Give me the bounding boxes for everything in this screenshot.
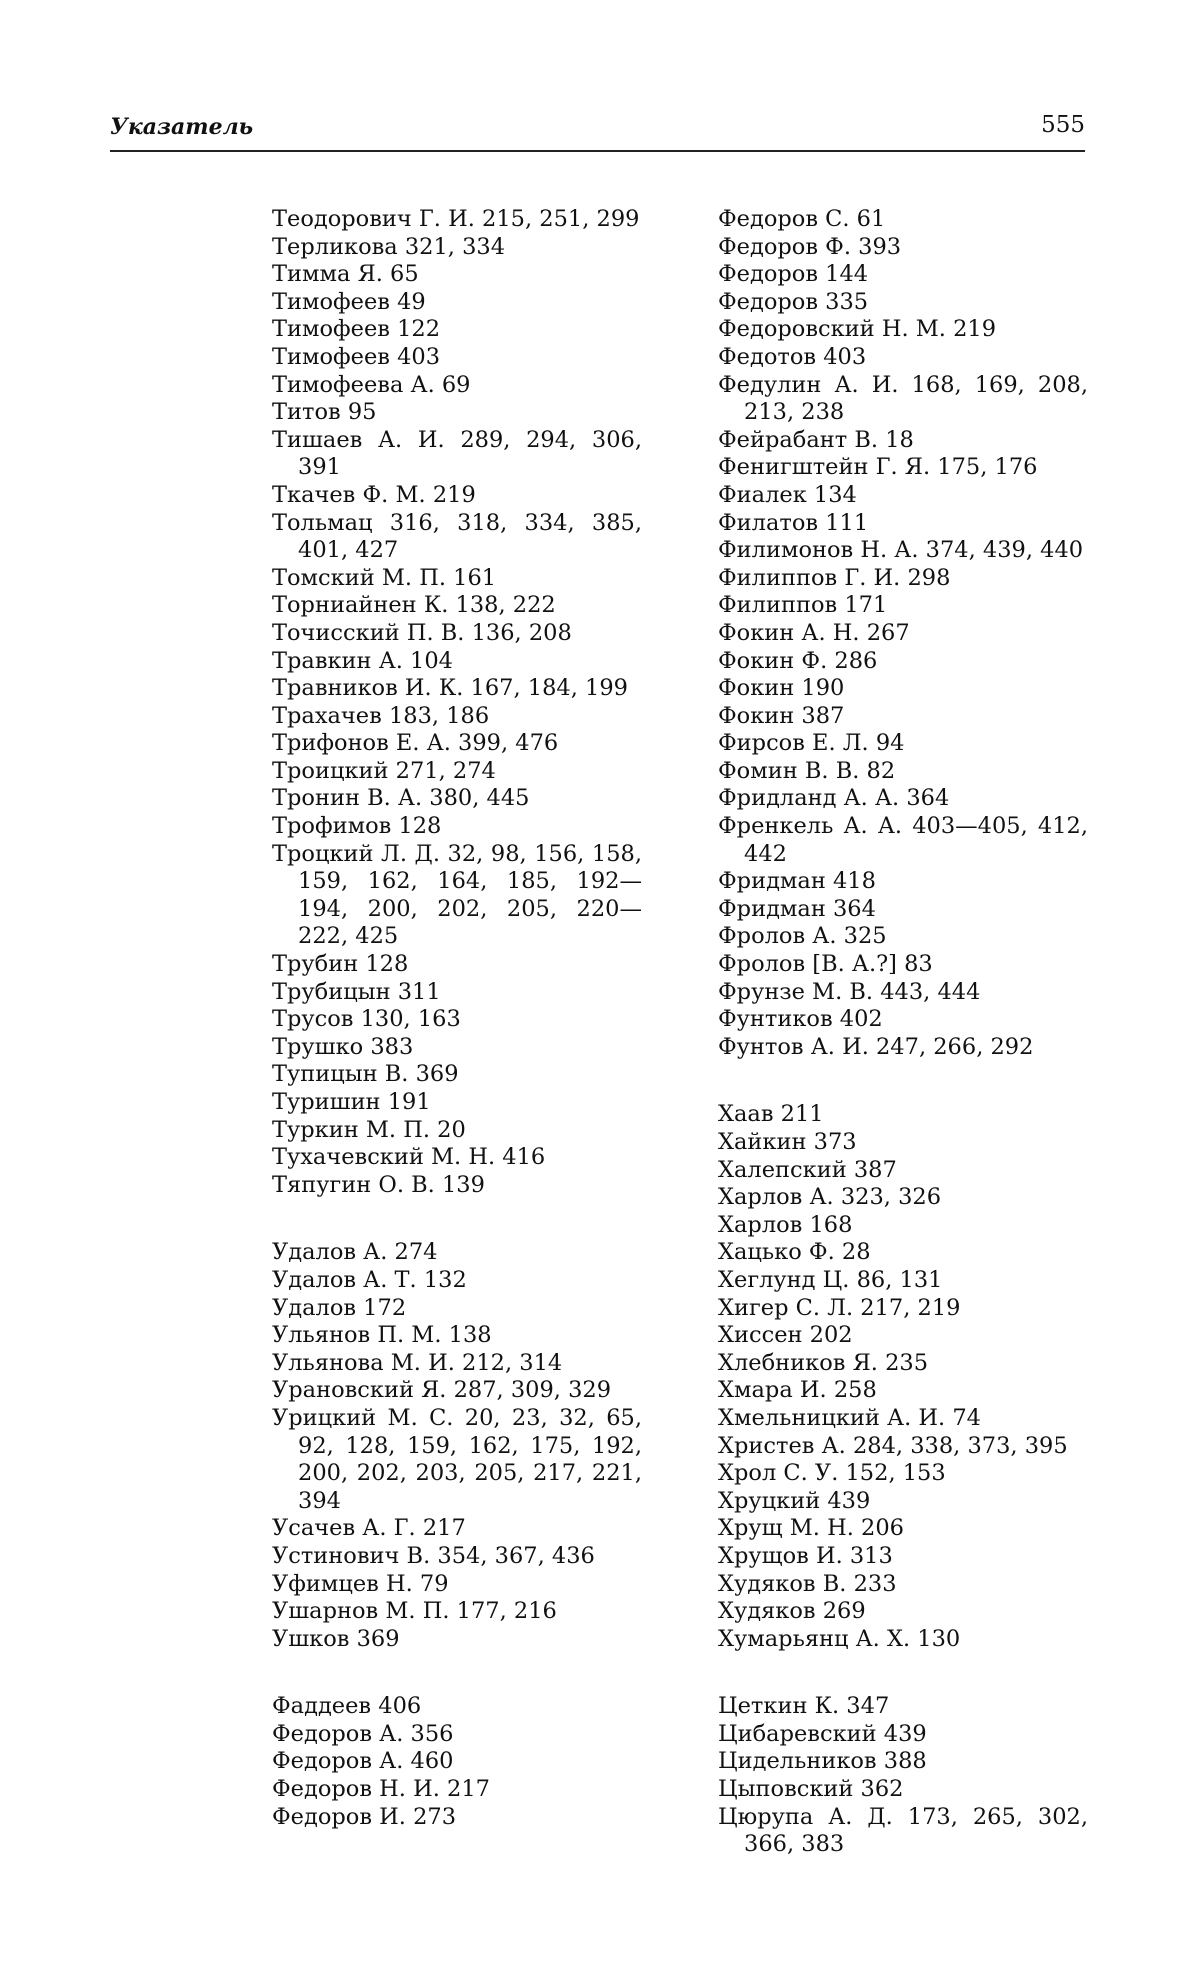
index-entry: Тимофеева А. 69 [272, 371, 471, 398]
index-entry: Френкель А. А. 403—405, 412, 442 [718, 813, 1088, 867]
index-entry: Цыповский 362 [718, 1776, 904, 1803]
index-entry: Удалов А. Т. 132 [272, 1266, 467, 1293]
page-number: 555 [1041, 112, 1085, 138]
index-entry: Туркин М. П. 20 [272, 1116, 466, 1143]
index-entry: Хлебников Я. 235 [718, 1349, 929, 1376]
index-entry: Фокин 387 [718, 702, 845, 729]
index-entry: Фомин В. В. 82 [718, 757, 896, 784]
index-entry: Торниайнен К. 138, 222 [272, 592, 556, 619]
index-entry: Урановский Я. 287, 309, 329 [272, 1377, 612, 1404]
index-entry: Филиппов Г. И. 298 [718, 564, 951, 591]
index-entry: Урицкий М. С. 20, 23, 32, 65, 92, 128, 159, 162, 175, 192, 200, 202, 203, 205, 217, 221, 394 [272, 1404, 642, 1514]
index-entry: Хаав 211 [718, 1101, 824, 1128]
index-entry: Фокин А. Н. 267 [718, 619, 910, 646]
index-entry: Федулин А. И. 168, 169, 208, 213, 238 [718, 371, 1088, 426]
index-entry: Федотов 403 [718, 343, 867, 370]
index-entry: Цюрупа А. Д. 173, 265, 302, 366, 383 [718, 1803, 1088, 1858]
index-entry: Христев А. 284, 338, 373, 395 [718, 1432, 1068, 1459]
index-entry: Фиалек 134 [718, 481, 857, 508]
index-entry: Фокин Ф. 286 [718, 647, 878, 674]
index-entry: Фирсов Е. Л. 94 [718, 730, 905, 757]
index-entry: Трубицын 311 [272, 978, 441, 1005]
index-entry: Фейрабант В. 18 [718, 426, 914, 453]
index-entry: Хмара И. 258 [718, 1377, 877, 1404]
index-entry: Тимофеев 403 [272, 343, 441, 370]
index-entry: Худяков 269 [718, 1598, 866, 1625]
index-entry: Уфимцев Н. 79 [272, 1570, 449, 1597]
index-entry: Томский М. П. 161 [272, 564, 497, 591]
running-header [110, 110, 1085, 152]
index-entry: Тронин В. А. 380, 445 [272, 785, 530, 812]
letter-group-gap [272, 1653, 642, 1693]
index-entry: Хрол С. У. 152, 153 [718, 1460, 946, 1487]
index-entry: Федоров И. 273 [272, 1803, 457, 1830]
index-entry: Филимонов Н. А. 374, 439, 440 [718, 537, 1084, 564]
index-entry: Фролов А. 325 [718, 923, 887, 950]
index-entry: Ушков 369 [272, 1625, 400, 1652]
index-entry: Федоровский Н. М. 219 [718, 316, 997, 343]
index-entry: Трусов 130, 163 [272, 1006, 461, 1033]
index-entry: Харлов А. 323, 326 [718, 1184, 942, 1211]
index-entry: Худяков В. 233 [718, 1570, 897, 1597]
index-entry: Травников И. К. 167, 184, 199 [272, 675, 629, 702]
index-entry: Ульянова М. И. 212, 314 [272, 1349, 563, 1376]
index-entry: Хмельницкий А. И. 74 [718, 1404, 981, 1431]
index-entry: Тупицын В. 369 [272, 1061, 459, 1088]
index-entry: Трушко 383 [272, 1033, 414, 1060]
index-entry: Тимофеев 122 [272, 316, 441, 343]
index-entry: Фокин 190 [718, 675, 845, 702]
index-entry: Тольмац 316, 318, 334, 385, 401, 427 [272, 509, 642, 564]
index-entry: Тухачевский М. Н. 416 [272, 1144, 546, 1171]
index-column-left [272, 206, 642, 1831]
index-entry: Филиппов 171 [718, 592, 888, 619]
index-entry: Хумарьянц А. Х. 130 [718, 1625, 961, 1652]
index-entry: Хруцкий 439 [718, 1487, 871, 1514]
index-entry: Халепский 387 [718, 1156, 897, 1183]
index-entry: Ульянов П. М. 138 [272, 1322, 492, 1349]
section-title: Указатель [110, 114, 254, 140]
index-entry: Трубин 128 [272, 951, 409, 978]
index-entry: Устинович В. 354, 367, 436 [272, 1542, 595, 1569]
index-entry: Ушарнов М. П. 177, 216 [272, 1598, 557, 1625]
index-entry: Травкин А. 104 [272, 647, 453, 674]
index-entry: Фрунзе М. В. 443, 444 [718, 978, 981, 1005]
index-entry: Удалов А. 274 [272, 1239, 438, 1266]
index-entry: Туришин 191 [272, 1089, 431, 1115]
letter-group-gap [718, 1653, 1088, 1693]
index-entry: Точисский П. В. 136, 208 [272, 619, 572, 646]
index-entry: Цеткин К. 347 [718, 1693, 890, 1720]
index-entry: Тимма Я. 65 [272, 261, 419, 288]
index-entry: Фунтиков 402 [718, 1006, 883, 1033]
index-entry: Удалов 172 [272, 1294, 407, 1321]
index-entry: Хайкин 373 [718, 1129, 857, 1155]
index-entry: Троцкий Л. Д. 32, 98, 156, 158, 159, 162, 164, 185, 192—194, 200, 202, 205, 220—222, 425 [272, 840, 642, 950]
index-entry: Цидельников 388 [718, 1748, 927, 1775]
index-entry: Трахачев 183, 186 [272, 702, 490, 729]
index-entry: Федоров 144 [718, 261, 869, 288]
index-entry: Хрущ М. Н. 206 [718, 1515, 904, 1542]
index-column-right [718, 206, 1088, 1859]
index-entry: Федоров 335 [718, 288, 869, 315]
index-entry: Харлов 168 [718, 1211, 853, 1238]
index-entry: Фенигштейн Г. Я. 175, 176 [718, 454, 1038, 481]
index-entry: Фаддеев 406 [272, 1693, 422, 1720]
index-entry: Терликова 321, 334 [272, 233, 506, 260]
index-entry: Цибаревский 439 [718, 1720, 927, 1747]
index-entry: Усачев А. Г. 217 [272, 1515, 466, 1542]
index-entry: Фридман 364 [718, 895, 876, 922]
index-entry: Федоров С. 61 [718, 206, 886, 232]
index-entry: Ткачев Ф. М. 219 [272, 481, 476, 508]
index-entry: Федоров А. 356 [272, 1720, 454, 1747]
index-entry: Хацько Ф. 28 [718, 1239, 871, 1266]
index-entry: Тимофеев 49 [272, 288, 426, 315]
index-entry: Федоров Н. И. 217 [272, 1776, 490, 1803]
index-entry: Фридланд А. А. 364 [718, 785, 950, 812]
index-entry: Филатов 111 [718, 509, 869, 536]
index-entry: Фридман 418 [718, 868, 876, 895]
index-entry: Трофимов 128 [272, 813, 442, 840]
index-entry: Хрущов И. 313 [718, 1542, 893, 1569]
index-entry: Трифонов Е. А. 399, 476 [272, 730, 559, 757]
index-entry: Тяпугин О. В. 139 [272, 1171, 485, 1198]
index-entry: Хиссен 202 [718, 1322, 853, 1349]
index-entry: Теодорович Г. И. 215, 251, 299 [272, 206, 640, 232]
index-entry: Фролов [В. А.?] 83 [718, 951, 933, 978]
index-entry: Титов 95 [272, 399, 377, 426]
index-entry: Федоров А. 460 [272, 1748, 454, 1775]
letter-group-gap [718, 1061, 1088, 1101]
index-entry: Тишаев А. И. 289, 294, 306, 391 [272, 426, 642, 481]
letter-group-gap [272, 1199, 642, 1239]
index-entry: Троицкий 271, 274 [272, 757, 496, 784]
index-entry: Хеглунд Ц. 86, 131 [718, 1266, 943, 1293]
index-entry: Хигер С. Л. 217, 219 [718, 1294, 961, 1321]
index-entry: Фунтов А. И. 247, 266, 292 [718, 1033, 1034, 1060]
index-entry: Федоров Ф. 393 [718, 233, 902, 260]
